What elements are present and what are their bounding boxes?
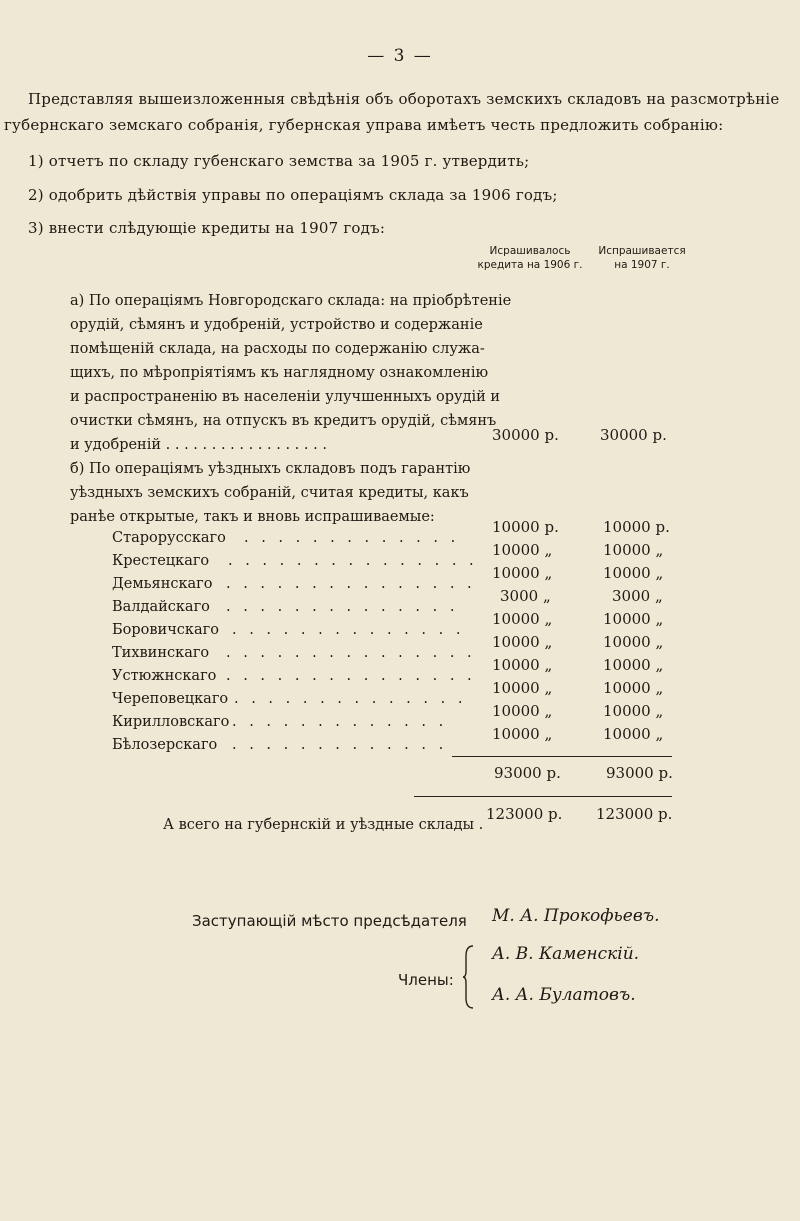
row-dots: . . . . . . . . . . . . . — [232, 714, 448, 730]
row-value-1907: 10000 „ — [603, 725, 664, 743]
row-dots: . . . . . . . . . . . . . . . — [226, 668, 476, 684]
row-name: Череповецкаго — [112, 691, 229, 707]
section-a-line-1: а) По операціямъ Новгородскаго склада: на пріобрѣтеніе — [70, 293, 512, 309]
row-name: Демьянскаго — [112, 576, 213, 592]
members-brace — [462, 944, 476, 1010]
subtotal-1907: 93000 р. — [606, 764, 673, 782]
section-b-line-1: б) По операціямъ уѣздныхъ складовъ подъ гарантію — [70, 461, 471, 477]
row-value-1906: 10000 „ — [492, 541, 553, 559]
row-dots: . . . . . . . . . . . . . — [232, 737, 448, 753]
row-name: Валдайскаго — [112, 599, 210, 615]
members-label: Члены: — [398, 971, 454, 989]
member-signature-1: А. В. Каменскій. — [492, 944, 640, 964]
section-a-line-6: очистки сѣмянъ, на отпускъ въ кредитъ орудій, сѣмянъ — [70, 413, 497, 429]
row-dots: . . . . . . . . . . . . . . — [234, 691, 467, 707]
intro-line-1: Представляя вышеизложенныя свѣдѣнія объ оборотахъ земскихъ складовъ на разсмотрѣніе — [28, 90, 780, 108]
grand-total-label: А всего на губернскій и уѣздные склады . — [163, 817, 484, 833]
row-name: Боровичскаго — [112, 622, 219, 638]
row-value-1907: 10000 „ — [603, 633, 664, 651]
row-name: Кирилловскаго — [112, 714, 230, 730]
row-dots: . . . . . . . . . . . . . . — [232, 622, 465, 638]
row-value-1907: 10000 „ — [603, 702, 664, 720]
column-header-1907: Испрашивается на 1907 г. — [598, 245, 686, 271]
row-value-1907: 10000 „ — [603, 679, 664, 697]
row-name: Устюжнскаго — [112, 668, 217, 684]
row-value-1907: 10000 „ — [603, 656, 664, 674]
row-value-1906: 10000 „ — [492, 725, 553, 743]
row-value-1906: 10000 „ — [492, 656, 553, 674]
section-a-line-4: щихъ, по мѣропріятіямъ къ наглядному ознакомленію — [70, 365, 489, 381]
row-name: Бѣлозерскаго — [112, 737, 218, 753]
item-1: 1) отчетъ по складу губенскаго земства за 1905 г. утвердить; — [28, 152, 530, 170]
section-a-line-5: и распространенію въ населеніи улучшенныхъ орудій и — [70, 389, 501, 405]
row-dots: . . . . . . . . . . . . . . — [226, 599, 459, 615]
row-value-1906: 10000 „ — [492, 564, 553, 582]
grand-total-1907: 123000 р. — [596, 805, 673, 823]
deputy-chair-signature: М. А. Прокофьевъ. — [492, 906, 660, 926]
section-a-value-1906: 30000 р. — [492, 426, 559, 444]
row-value-1906: 10000 „ — [492, 679, 553, 697]
row-dots: . . . . . . . . . . . . . — [244, 530, 460, 546]
row-value-1907: 10000 „ — [603, 610, 664, 628]
grand-total-1906: 123000 р. — [486, 805, 563, 823]
row-name: Крестецкаго — [112, 553, 210, 569]
member-signature-2: А. А. Булатовъ. — [492, 985, 636, 1005]
row-value-1906: 3000 „ — [500, 587, 551, 605]
subtotal-rule — [452, 756, 672, 757]
section-b-line-3: ранѣе открытые, такъ и вновь испрашиваемые: — [70, 509, 435, 525]
intro-line-2: губернскаго земскаго собранія, губернская управа имѣетъ честь предложить собранію: — [4, 116, 724, 134]
section-a-line-7: и удобреній . . . . . . . . . . . . . . . . . . — [70, 437, 327, 453]
item-3: 3) внести слѣдующіе кредиты на 1907 годъ: — [28, 219, 386, 237]
section-a-line-3: помѣщеній склада, на расходы по содержанію служа- — [70, 341, 485, 357]
row-name: Тихвинскаго — [112, 645, 210, 661]
row-dots: . . . . . . . . . . . . . . . — [226, 576, 476, 592]
row-name: Старорусскаго — [112, 530, 226, 546]
page-number: — 3 — — [367, 46, 433, 66]
row-value-1906: 10000 „ — [492, 702, 553, 720]
total-rule — [414, 796, 672, 797]
column-header-1906: Исрашивалось кредита на 1906 г. — [477, 245, 583, 271]
section-a-line-2: орудій, сѣмянъ и удобреній, устройство и содержаніе — [70, 317, 483, 333]
row-value-1906: 10000 р. — [492, 518, 559, 536]
row-value-1907: 10000 „ — [603, 564, 664, 582]
deputy-chair-label: Заступающій мѣсто предсѣдателя — [192, 912, 467, 930]
item-2: 2) одобрить дѣйствія управы по операціямъ склада за 1906 годъ; — [28, 186, 558, 204]
row-value-1906: 10000 „ — [492, 610, 553, 628]
row-dots: . . . . . . . . . . . . . . . — [228, 553, 478, 569]
row-value-1906: 10000 „ — [492, 633, 553, 651]
row-dots: . . . . . . . . . . . . . . . — [226, 645, 476, 661]
row-value-1907: 10000 р. — [603, 518, 670, 536]
row-value-1907: 3000 „ — [612, 587, 663, 605]
section-b-line-2: уѣздныхъ земскихъ собраній, считая кредиты, какъ — [70, 485, 469, 501]
row-value-1907: 10000 „ — [603, 541, 664, 559]
section-a-value-1907: 30000 р. — [600, 426, 667, 444]
subtotal-1906: 93000 р. — [494, 764, 561, 782]
